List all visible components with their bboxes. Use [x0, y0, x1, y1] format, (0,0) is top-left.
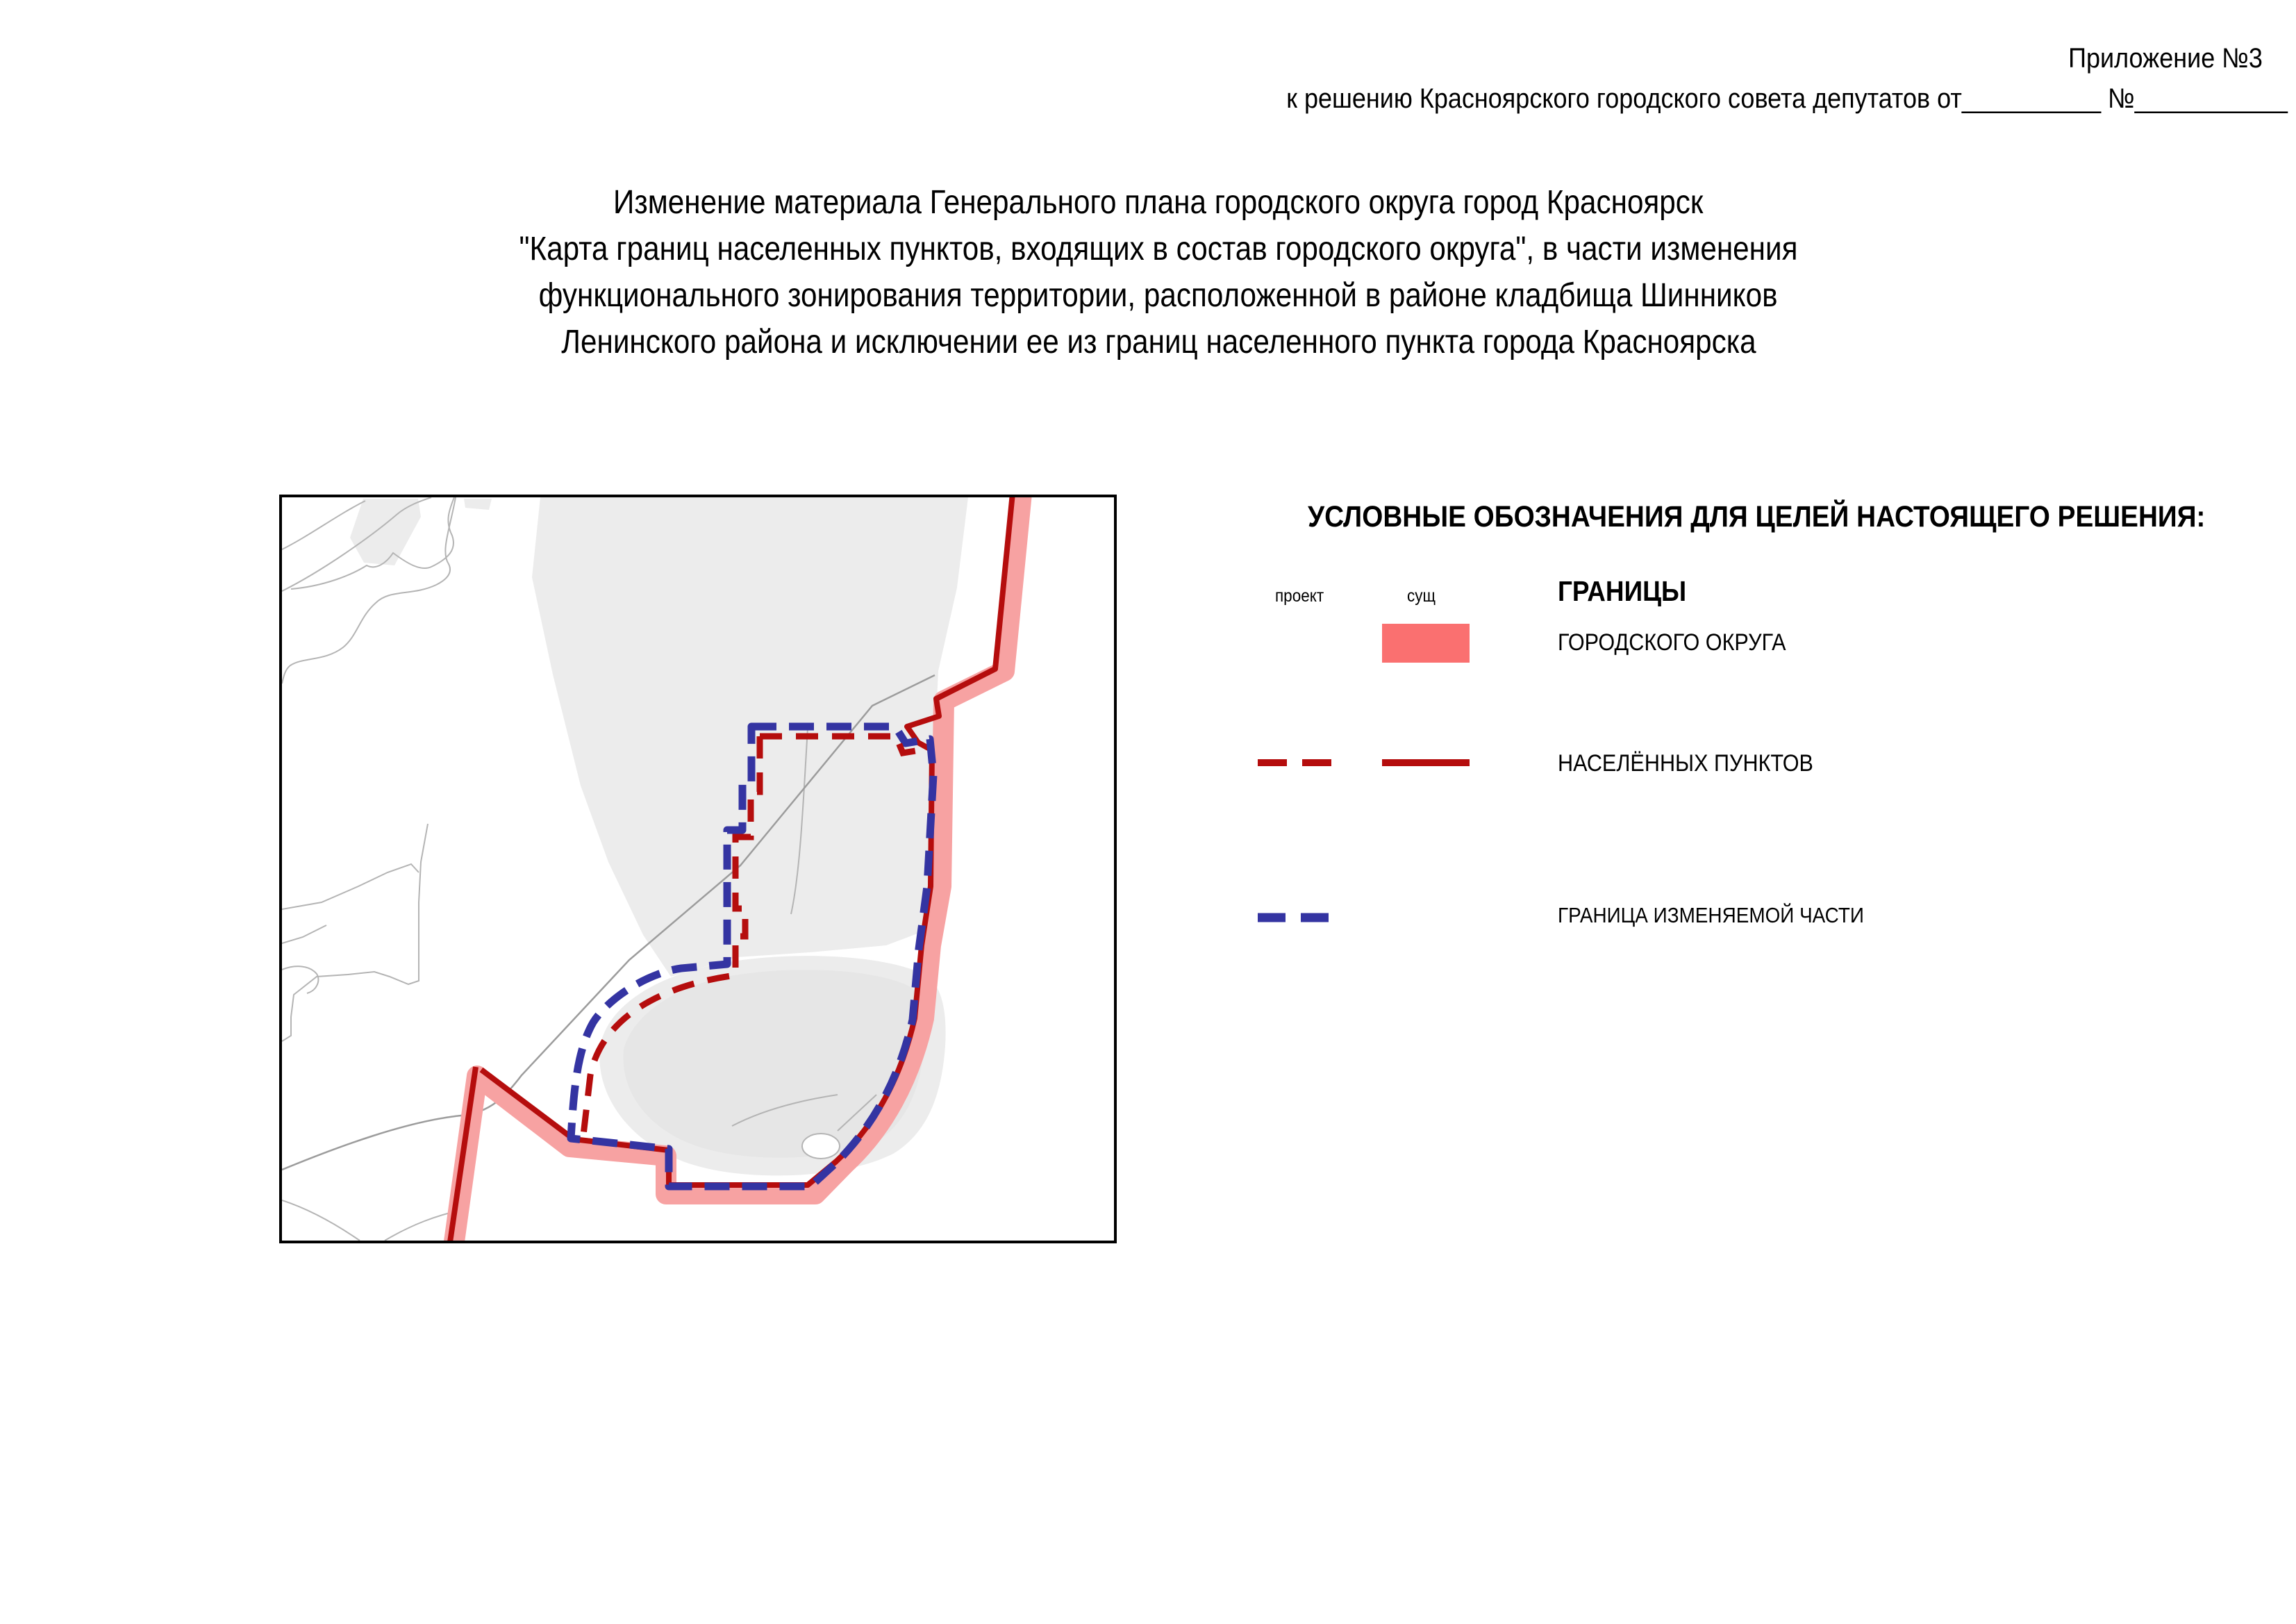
map-canvas	[282, 497, 1114, 1241]
pink-band-rect	[1382, 624, 1470, 663]
legend-column-sushch: сущ	[1407, 586, 1436, 606]
map-figure	[279, 495, 1117, 1243]
title-line-4: Ленинского района и исключении ее из границ населенного пункта города Красноярска	[560, 324, 1756, 361]
contour-line	[282, 1200, 360, 1241]
okrug-swatch-icon	[1382, 624, 1470, 663]
legend-column-proekt: проект	[1275, 586, 1324, 606]
settlement-project-swatch-icon	[1258, 756, 1331, 770]
appendix-number-line	[2047, 43, 2263, 74]
changed-part-swatch-icon	[1258, 910, 1329, 925]
contour-line	[282, 864, 419, 909]
legend-item-okrug: ГОРОДСКОГО ОКРУГА	[1558, 629, 1786, 656]
decision-reference-text: к решению Красноярского городского совета депутатов от__________ №___________	[1286, 83, 2288, 114]
terrain-polygon-tiny	[464, 499, 492, 510]
settlement-existing-swatch-icon	[1382, 756, 1470, 770]
legend-heading: УСЛОВНЫЕ ОБОЗНАЧЕНИЯ ДЛЯ ЦЕЛЕЙ НАСТОЯЩЕГО РЕШЕНИЯ:	[1308, 500, 2206, 533]
legend-item-changed-part: ГРАНИЦА ИЗМЕНЯЕМОЙ ЧАСТИ	[1558, 903, 1864, 927]
title-line-3: функционального зонирования территории, расположенной в районе кладбища Шинников	[539, 277, 1778, 314]
document-title	[280, 179, 2037, 365]
legend-item-settlements: НАСЕЛЁННЫХ ПУНКТОВ	[1558, 750, 1813, 777]
pond	[802, 1134, 840, 1159]
title-line-1: Изменение материала Генерального плана городского округа город Красноярск	[613, 184, 1704, 221]
contour-line	[282, 925, 326, 943]
title-line-2: "Карта границ населенных пунктов, входящих в состав городского округа", в части изменения	[519, 231, 1798, 267]
decision-reference-line	[1175, 83, 2288, 115]
appendix-number-text: Приложение №3	[2068, 43, 2263, 74]
contour-line	[282, 824, 428, 1041]
legend-column-granitsy: ГРАНИЦЫ	[1558, 575, 1687, 607]
terrain-polygon-small	[350, 499, 421, 565]
